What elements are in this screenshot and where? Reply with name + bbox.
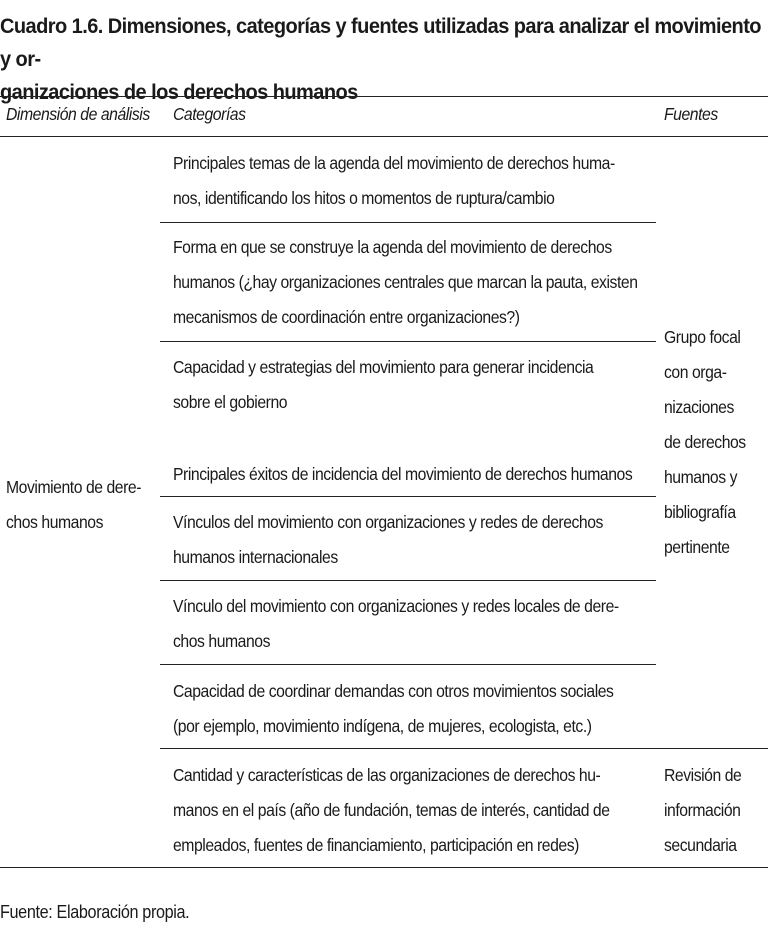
header-sources: Fuentes bbox=[664, 104, 718, 124]
table-bottom-rule bbox=[0, 867, 768, 868]
section-separator bbox=[160, 748, 768, 749]
category-row bbox=[173, 674, 613, 744]
dimension-cell bbox=[6, 470, 141, 540]
category-line: manos en el país (año de fundación, temas de interés, cantidad de bbox=[173, 800, 610, 820]
category-line: mecanismos de coordinación entre organizaciones?) bbox=[173, 307, 520, 327]
source-line: Grupo focal bbox=[664, 327, 741, 347]
category-line: Cantidad y características de las organizaciones de derechos hu- bbox=[173, 765, 601, 785]
category-line: nos, identificando los hitos o momentos de ruptura/cambio bbox=[173, 188, 555, 208]
category-line: Vínculos del movimiento con organizaciones y redes de derechos bbox=[173, 512, 603, 532]
source-line: nizaciones bbox=[664, 397, 734, 417]
table-title bbox=[0, 10, 768, 109]
category-line: Principales temas de la agenda del movimiento de derechos huma- bbox=[173, 153, 615, 173]
row-separator bbox=[160, 222, 656, 223]
category-row bbox=[173, 589, 619, 659]
category-row bbox=[173, 457, 632, 492]
category-line: (por ejemplo, movimiento indígena, de mujeres, ecologista, etc.) bbox=[173, 716, 592, 736]
source-line: pertinente bbox=[664, 537, 730, 557]
row-separator bbox=[160, 580, 656, 581]
category-row bbox=[173, 146, 615, 216]
category-line: Forma en que se construye la agenda del movimiento de derechos bbox=[173, 237, 612, 257]
category-line: empleados, fuentes de financiamiento, participación en redes) bbox=[173, 835, 579, 855]
category-row bbox=[173, 758, 610, 863]
source-line: humanos y bbox=[664, 467, 737, 487]
source-line: información bbox=[664, 800, 741, 820]
row-separator bbox=[160, 664, 656, 665]
category-line: Capacidad y estrategias del movimiento para generar incidencia bbox=[173, 357, 594, 377]
header-categories: Categorías bbox=[173, 104, 246, 124]
row-separator bbox=[160, 341, 656, 342]
category-line: Vínculo del movimiento con organizaciones y redes locales de dere- bbox=[173, 596, 619, 616]
category-line: sobre el gobierno bbox=[173, 392, 288, 412]
source-line: secundaria bbox=[664, 835, 737, 855]
source-line: de derechos bbox=[664, 432, 746, 452]
row-separator bbox=[160, 496, 656, 497]
category-line: Principales éxitos de incidencia del movimiento de derechos humanos bbox=[173, 464, 633, 484]
category-line: humanos internacionales bbox=[173, 547, 338, 567]
category-row bbox=[173, 505, 603, 575]
source-line: con orga- bbox=[664, 362, 727, 382]
category-line: humanos (¿hay organizaciones centrales que marcan la pauta, existen bbox=[173, 272, 638, 292]
header-rule bbox=[0, 136, 768, 137]
title-line: ganizaciones de los derechos humanos bbox=[0, 80, 358, 104]
category-row bbox=[173, 350, 593, 420]
source-cell bbox=[664, 320, 746, 565]
source-line: Revisión de bbox=[664, 765, 742, 785]
category-row bbox=[173, 230, 638, 335]
category-line: Capacidad de coordinar demandas con otros movimientos sociales bbox=[173, 681, 614, 701]
source-line: bibliografía bbox=[664, 502, 736, 522]
footnote: Fuente: Elaboración propia. bbox=[0, 902, 190, 922]
header-dimension: Dimensión de análisis bbox=[6, 104, 150, 124]
title-line: Cuadro 1.6. Dimensiones, categorías y fuentes utilizadas para analizar el movimiento y or- bbox=[0, 14, 761, 71]
source-cell bbox=[664, 758, 741, 863]
dimension-line: Movimiento de dere- bbox=[6, 477, 142, 497]
dimension-line: chos humanos bbox=[6, 512, 104, 532]
category-line: chos humanos bbox=[173, 631, 271, 651]
